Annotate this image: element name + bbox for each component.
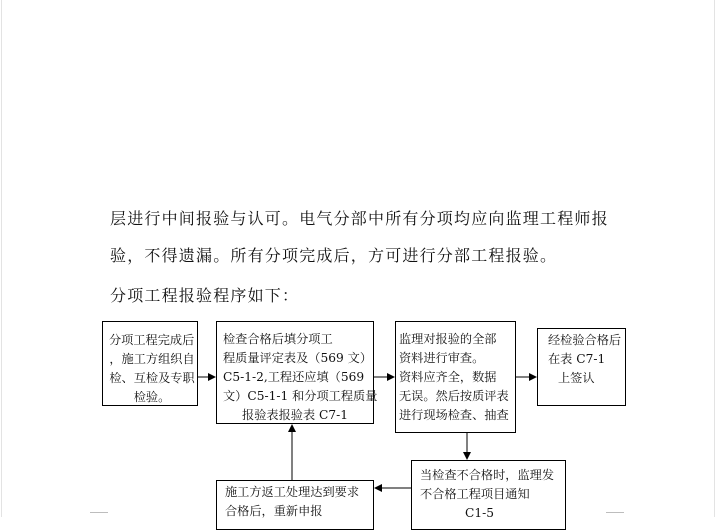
paragraph-2: 验，不得遗漏。所有分项完成后，方可进行分部工程报验。: [110, 246, 558, 265]
flow-box-rework-resubmit: [216, 480, 374, 530]
margin-mark-right: [606, 512, 624, 513]
flow-box-subitem-complete: [102, 321, 198, 406]
box2-line-3: C5-1-2,工程还应填（569: [223, 370, 365, 384]
margin-mark-left: [90, 512, 108, 513]
box4-line-2: 在表 C7-1: [548, 352, 606, 366]
box1-line-1: 分项工程完成后: [109, 333, 195, 347]
box2-line-1: 检查合格后填分项工: [223, 332, 333, 346]
box5-line-1: 当检查不合格时，监理发: [420, 468, 555, 482]
flow-box-supervisor-review: [395, 321, 516, 433]
box4-line-1: 经检验合格后: [548, 333, 622, 347]
box2-line-2: 程质量评定表及（569 文）: [223, 351, 373, 365]
box4-line-3: 上签认: [558, 371, 595, 385]
box2-line-4: 文）C5-1-1 和分项工程质量: [223, 389, 378, 403]
box3-line-2: 资料进行审查。: [399, 351, 485, 365]
box3-line-4: 无误。然后按质评表: [399, 389, 509, 403]
box6-line-2: 合格后，重新申报: [225, 504, 323, 518]
box1-line-3: 检、互检及专职: [109, 371, 195, 385]
box5-line-2: 不合格工程项目通知: [420, 487, 530, 501]
flow-box-sign-off: [537, 328, 626, 406]
box2-line-5: 报验表报验表 C7-1: [242, 408, 348, 422]
box1-line-2: ，施工方组织自: [109, 352, 195, 366]
flow-box-fill-forms: [216, 321, 378, 424]
box1-line-4: 检验。: [133, 390, 171, 404]
box6-line-1: 施工方返工处理达到要求: [225, 485, 360, 499]
box3-line-5: 进行现场检查、抽查: [399, 408, 509, 422]
box3-line-1: 监理对报验的全部: [399, 332, 497, 346]
page-edge-left: [1, 0, 2, 517]
paragraph-3: 分项工程报验程序如下：: [110, 286, 300, 305]
flow-box-nonconformity-notice: [411, 460, 566, 530]
box3-line-3: 资料应齐全，数据: [399, 370, 497, 384]
box5-line-3: C1-5: [465, 506, 494, 520]
paragraph-1: 层进行中间报验与认可。电气分部中所有分项均应向监理工程师报: [110, 209, 609, 228]
page-edge-right: [714, 0, 715, 517]
